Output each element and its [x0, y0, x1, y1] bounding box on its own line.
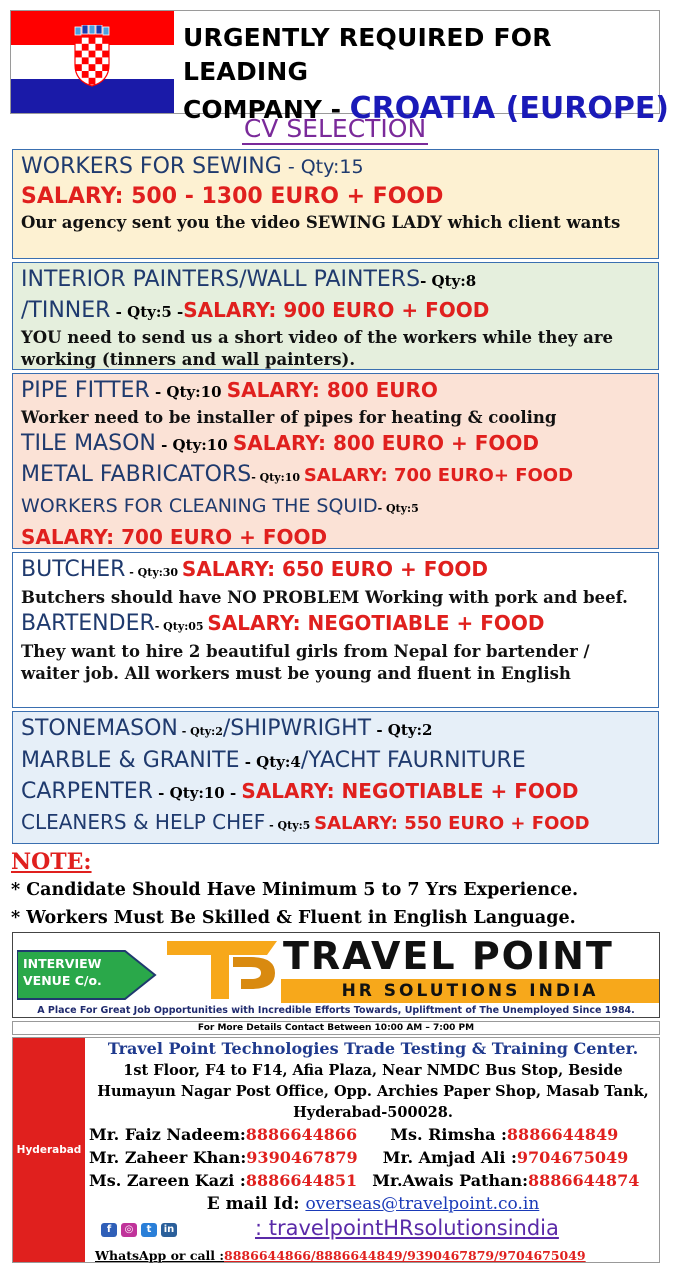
job-qty: - Qty:2 [177, 725, 223, 738]
social-handle[interactable]: : travelpointHRsolutionsindia [255, 1216, 559, 1240]
whatsapp-row [89, 1246, 657, 1266]
job-qty: - Qty:5 [377, 502, 419, 515]
job-title: WORKERS FOR CLEANING THE SQUID [21, 495, 378, 517]
header [10, 10, 670, 126]
phone-link[interactable]: 8886644851 [245, 1171, 358, 1190]
job-description: Worker need to be installer of pipes for heating & cooling [21, 408, 557, 427]
center-name: Travel Point Technologies Trade Testing & Training Center. [107, 1039, 639, 1058]
job-description: Our agency sent you the video SEWING LADY which client wants [21, 213, 621, 232]
job-qty: - Qty:10 [155, 436, 233, 454]
note-section [11, 848, 578, 932]
job-box-stonemason [12, 711, 659, 844]
job-salary: SALARY: 700 EURO+ FOOD [303, 465, 574, 486]
social-row [89, 1216, 657, 1246]
job-title: STONEMASON [21, 716, 178, 741]
job-salary: SALARY: NEGOTIABLE + FOOD [207, 611, 545, 635]
linkedin-icon[interactable]: in [161, 1223, 177, 1237]
coat-of-arms-icon [74, 25, 110, 87]
job-title: BARTENDER [21, 611, 155, 636]
contact-row: Ms. Zareen Kazi :8886644851 Mr.Awais Pathan:8886644874 [89, 1171, 640, 1190]
headline-country: CROATIA (EUROPE) [349, 91, 670, 126]
phone-link[interactable]: 9390467879 [246, 1148, 358, 1167]
job-salary: SALARY: 500 - 1300 EURO + FOOD [21, 184, 444, 209]
city-label: Hyderabad [13, 1038, 85, 1262]
company-banner [12, 932, 660, 1018]
job-title: WORKERS FOR SEWING [21, 154, 282, 179]
phone-link[interactable]: 8886644866 [245, 1125, 358, 1144]
job-salary: SALARY: 900 EURO + FOOD [183, 298, 490, 322]
job-qty: - Qty:5 - [110, 303, 184, 321]
twitter-icon[interactable]: t [141, 1223, 157, 1237]
instagram-icon[interactable]: ◎ [121, 1223, 137, 1237]
job-salary: SALARY: 700 EURO + FOOD [21, 525, 328, 549]
facebook-icon[interactable]: f [101, 1223, 117, 1237]
address-line: Hyderabad-500028. [293, 1104, 453, 1121]
job-title: METAL FABRICATORS [21, 462, 252, 487]
email-row: E mail Id: overseas@travelpoint.co.in [206, 1194, 540, 1214]
job-qty: - Qty:5 [265, 819, 315, 832]
job-qty: - Qty:10 - [152, 784, 242, 802]
job-qty: - Qty:8 [420, 272, 477, 290]
job-title: /TINNER [21, 298, 111, 323]
job-description: YOU need to send us a short video of the workers while they are working (tinners and wall painters). [21, 328, 614, 369]
job-salary: SALARY: NEGOTIABLE + FOOD [241, 779, 579, 803]
whatsapp-label: WhatsApp or call : [95, 1248, 225, 1263]
footer-body [89, 1038, 657, 1266]
job-qty: - Qty:30 [125, 566, 182, 579]
job-salary: SALARY: 650 EURO + FOOD [181, 557, 489, 581]
job-qty: - Qty:10 [251, 471, 304, 484]
job-title: BUTCHER [21, 557, 126, 582]
travel-point-logo-icon [163, 935, 281, 1003]
job-salary: SALARY: 800 EURO + FOOD [232, 431, 539, 455]
contact-row: Mr. Zaheer Khan:9390467879 Mr. Amjad Ali :9704675049 [89, 1148, 629, 1167]
job-description: Butchers should have NO PROBLEM Working with pork and beef. [21, 588, 628, 607]
phone-link[interactable]: 8886644874 [528, 1171, 640, 1190]
address-line: Humayun Nagar Post Office, Opp. Archies Paper Shop, Masab Tank, [97, 1083, 649, 1100]
job-qty: - Qty:15 [281, 156, 364, 178]
note-title: NOTE: [11, 849, 92, 875]
job-qty: - Qty:10 [149, 383, 227, 401]
job-title: MARBLE & GRANITE [21, 748, 240, 773]
job-salary: SALARY: 800 EURO [226, 378, 438, 402]
whatsapp-numbers[interactable]: 8886644866/8886644849/9390467879/9704675049 [224, 1248, 586, 1263]
job-title: TILE MASON [21, 431, 156, 456]
company-name: TRAVEL POINT [283, 934, 614, 978]
note-line: * Workers Must Be Skilled & Fluent in English Language. [11, 908, 576, 928]
job-description: They want to hire 2 beautiful girls from Nepal for bartender / waiter job. All workers must be young and fluent in English [21, 642, 590, 683]
croatia-flag [11, 11, 174, 113]
footer-contact [12, 1037, 660, 1263]
email-link[interactable]: overseas@travelpoint.co.in [305, 1194, 540, 1214]
company-subtitle: HR SOLUTIONS INDIA [281, 979, 659, 1003]
company-tagline: A Place For Great Job Opportunities with Incredible Efforts Towards, Upliftment of The Unemployed Since 1984. [37, 1005, 635, 1016]
address-line: 1st Floor, F4 to F14, Afia Plaza, Near NMDC Bus Stop, Beside [123, 1062, 623, 1079]
headline-prefix: COMPANY - [183, 95, 350, 124]
job-title: CARPENTER [21, 779, 153, 804]
job-box-butcher [12, 552, 659, 708]
job-box-painters [12, 262, 659, 370]
phone-link[interactable]: 9704675049 [516, 1148, 629, 1167]
venue-label: INTERVIEW VENUE C/o. [23, 956, 102, 988]
social-icons [101, 1223, 177, 1237]
job-title: /SHIPWRIGHT [222, 716, 372, 741]
job-title: PIPE FITTER [21, 378, 150, 403]
phone-link[interactable]: 8886644849 [506, 1125, 619, 1144]
job-box-sewing [12, 149, 659, 259]
job-box-fitters [12, 373, 659, 549]
contact-hours: For More Details Contact Between 10:00 AM – 7:00 PM [12, 1021, 660, 1035]
job-title: /YACHT FAURNITURE [300, 748, 526, 773]
job-salary: SALARY: 550 EURO + FOOD [314, 813, 590, 834]
job-title: CLEANERS & HELP CHEF [21, 810, 266, 834]
contact-row: Mr. Faiz Nadeem:8886644866 Ms. Rimsha :8886644849 [89, 1125, 619, 1144]
headline-line1: URGENTLY REQUIRED FOR LEADING [183, 23, 552, 86]
section-title: CV SELECTION [243, 114, 427, 143]
job-title: INTERIOR PAINTERS/WALL PAINTERS [21, 267, 421, 292]
job-qty: - Qty:05 [154, 620, 208, 633]
job-qty: - Qty:2 [371, 721, 433, 739]
note-line: * Candidate Should Have Minimum 5 to 7 Yrs Experience. [11, 880, 579, 900]
job-qty: - Qty:4 [239, 753, 301, 771]
